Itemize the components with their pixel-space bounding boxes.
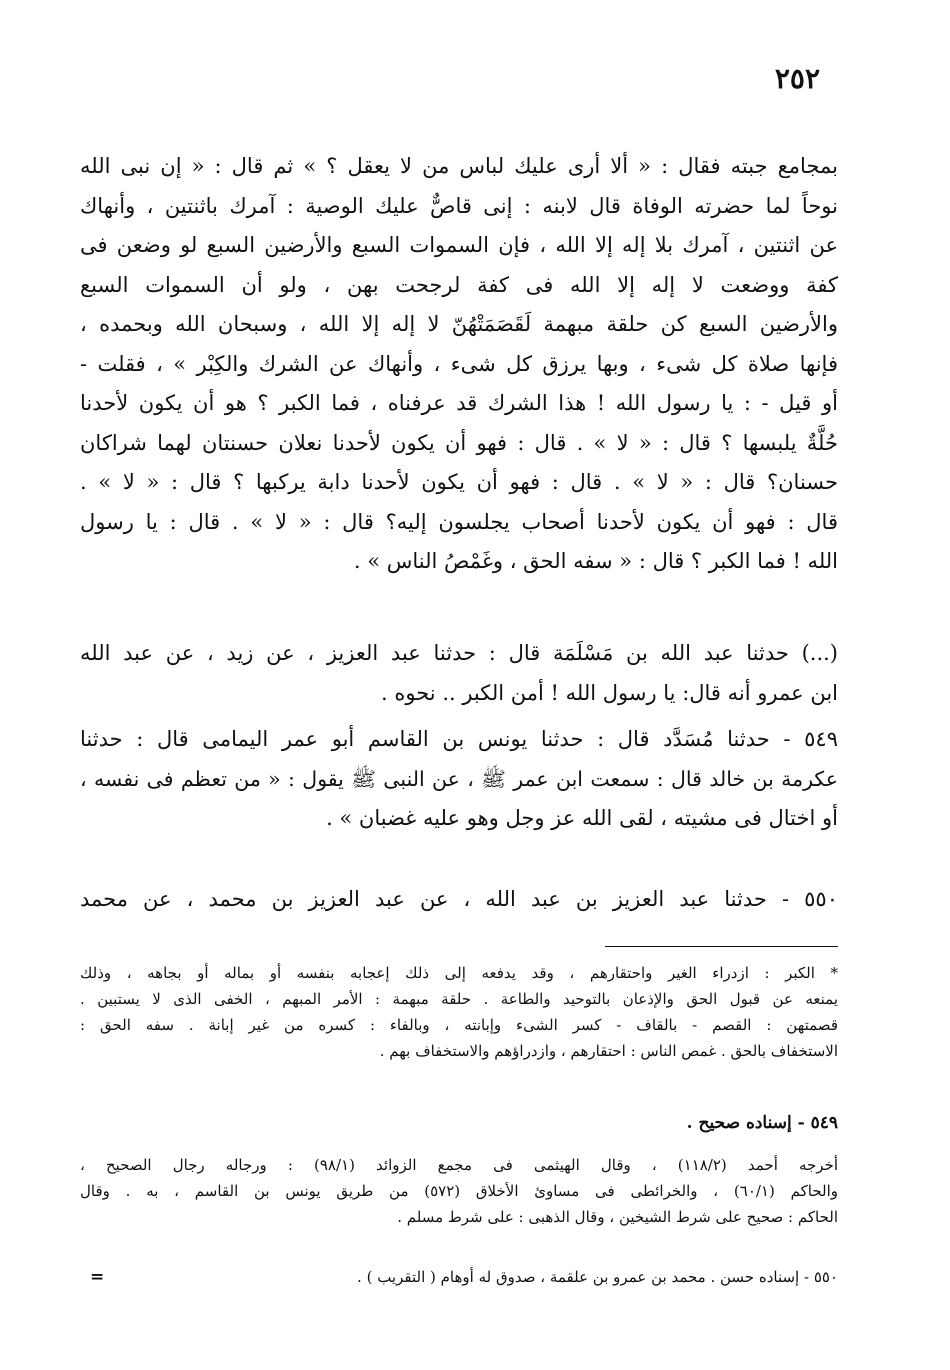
text-line: والأرضين السبع كن حلقة مبهمة لَقَصَمَتْهُنّ لا إله إلا الله ، وسبحان الله وبحمده ، bbox=[80, 312, 838, 336]
footnote-line: ٥٥٠ - إسناده حسن . محمد بن عمرو بن علقمة ، صدوق له أوهام ( التقريب ) . bbox=[357, 1268, 838, 1286]
hadith-549-block bbox=[80, 720, 838, 839]
footnote-line: يمنعه عن قبول الحق والإذعان بالتوحيد والطاعة . حلقة مبهمة : الأمر المبهم ، الخفى الذى لا يستبين . bbox=[80, 990, 838, 1008]
text-line: نوحاً لما حضرته الوفاة قال لابنه : إنى قاصٌّ عليك الوصية : آمرك باثنتين ، وأنهاك bbox=[80, 193, 838, 218]
page-number: ٢٥٢ bbox=[774, 62, 820, 95]
text-line: كفة ووضعت لا إله إلا الله فى كفة لرجحت بهن ، ولو أن السموات السبع bbox=[80, 272, 838, 297]
text-line: فإنها صلاة كل شىء ، وبها يرزق كل شىء ، وأنهاك عن الشرك والكِبْر » ، فقلت - bbox=[80, 351, 838, 376]
text-line: عكرمة بن خالد قال : سمعت ابن عمر ﷺ ، عن النبى ﷺ يقول : « من تعظم فى نفسه ، bbox=[80, 766, 838, 791]
footnote-line: والحاكم (٦٠/١) ، والخرائطى فى مساوئ الأخلاق (٥٧٢) من طريق يونس بن القاسم ، به . وقال bbox=[80, 1182, 838, 1200]
footnote-separator bbox=[605, 946, 838, 947]
footnote-550 bbox=[80, 1264, 838, 1290]
hadith-550-block bbox=[80, 880, 838, 920]
text-line: ٥٤٩ - حدثنا مُسَدَّد قال : حدثنا يونس بن القاسم أبو عمر اليمامى قال : حدثنا bbox=[80, 727, 838, 751]
text-line: حُلَّةٌ يلبسها ؟ قال : « لا » . قال : فهو أن يكون لأحدنا نعلان حسنتان لهما شراكان bbox=[80, 430, 838, 455]
footnote-line: الحاكم : صحيح على شرط الشيخين ، وقال الذهبى : على شرط مسلم . bbox=[397, 1208, 838, 1226]
footnote-549-grade bbox=[80, 1110, 838, 1136]
main-text-block bbox=[80, 147, 838, 582]
footnote-general bbox=[80, 960, 838, 1064]
footnote-line: قصمتهن : القصم - بالقاف - كسر الشىء وإبانته ، وبالفاء : كسره من غير إبانة . سفه الحق : bbox=[80, 1016, 838, 1034]
text-line: الله ! فما الكبر ؟ قال : « سفه الحق ، وغَمْصُ الناس » . bbox=[353, 549, 838, 573]
text-line: ٥٥٠ - حدثنا عبد العزيز بن عبد الله ، عن عبد العزيز بن محمد ، عن محمد bbox=[80, 887, 838, 911]
text-line: (...) حدثنا عبد الله بن مَسْلَمَة قال : حدثنا عبد العزيز ، عن زيد ، عن عبد الله bbox=[80, 641, 838, 665]
footnote-line: أخرجه أحمد (١١٨/٢) ، وقال الهيثمى فى مجمع الزوائد (٩٨/١) : ورجاله رجال الصحيح ، bbox=[80, 1156, 838, 1174]
footnote-line: ٥٤٩ - إسناده صحيح . bbox=[686, 1113, 838, 1133]
text-line: حسنان؟ قال : « لا » . قال : فهو أن يكون لأحدنا دابة يركبها ؟ قال : « لا » . bbox=[80, 470, 838, 494]
text-line: ابن عمرو أنه قال: يا رسول الله ! أمن الكبر .. نحوه . bbox=[381, 680, 838, 705]
text-line: قال : فهو أن يكون لأحدنا أصحاب يجلسون إليه؟ قال : « لا » . قال : يا رسول bbox=[80, 509, 838, 534]
text-line: بمجامع جبته فقال : « ألا أرى عليك لباس من لا يعقل ؟ » ثم قال : « إن نبى الله bbox=[80, 154, 838, 178]
text-line: عن اثنتين ، آمرك بلا إله إلا الله ، فإن السموات السبع والأرضين السبع لو وضعن فى bbox=[80, 233, 838, 257]
footnote-549-sources bbox=[80, 1152, 838, 1230]
continuation-mark: = bbox=[90, 1267, 105, 1287]
text-line: أو اختال فى مشيته ، لقى الله عز وجل وهو عليه غضبان » . bbox=[326, 806, 838, 830]
text-line: أو قيل - : يا رسول الله ! هذا الشرك قد عرفناه ، فما الكبر ؟ هو أن يكون لأحدنا bbox=[80, 391, 838, 415]
hadith-548-block bbox=[80, 634, 838, 713]
footnote-line: * الكبر : ازدراء الغير واحتقارهم ، وقد يدفعه إلى ذلك إعجابه بنفسه أو بماله أو بجاهه ، وذلك bbox=[80, 964, 838, 982]
footnote-line: الاستخفاف بالحق . غمص الناس : احتقارهم ، وازدراؤهم والاستخفاف بهم . bbox=[379, 1042, 838, 1060]
